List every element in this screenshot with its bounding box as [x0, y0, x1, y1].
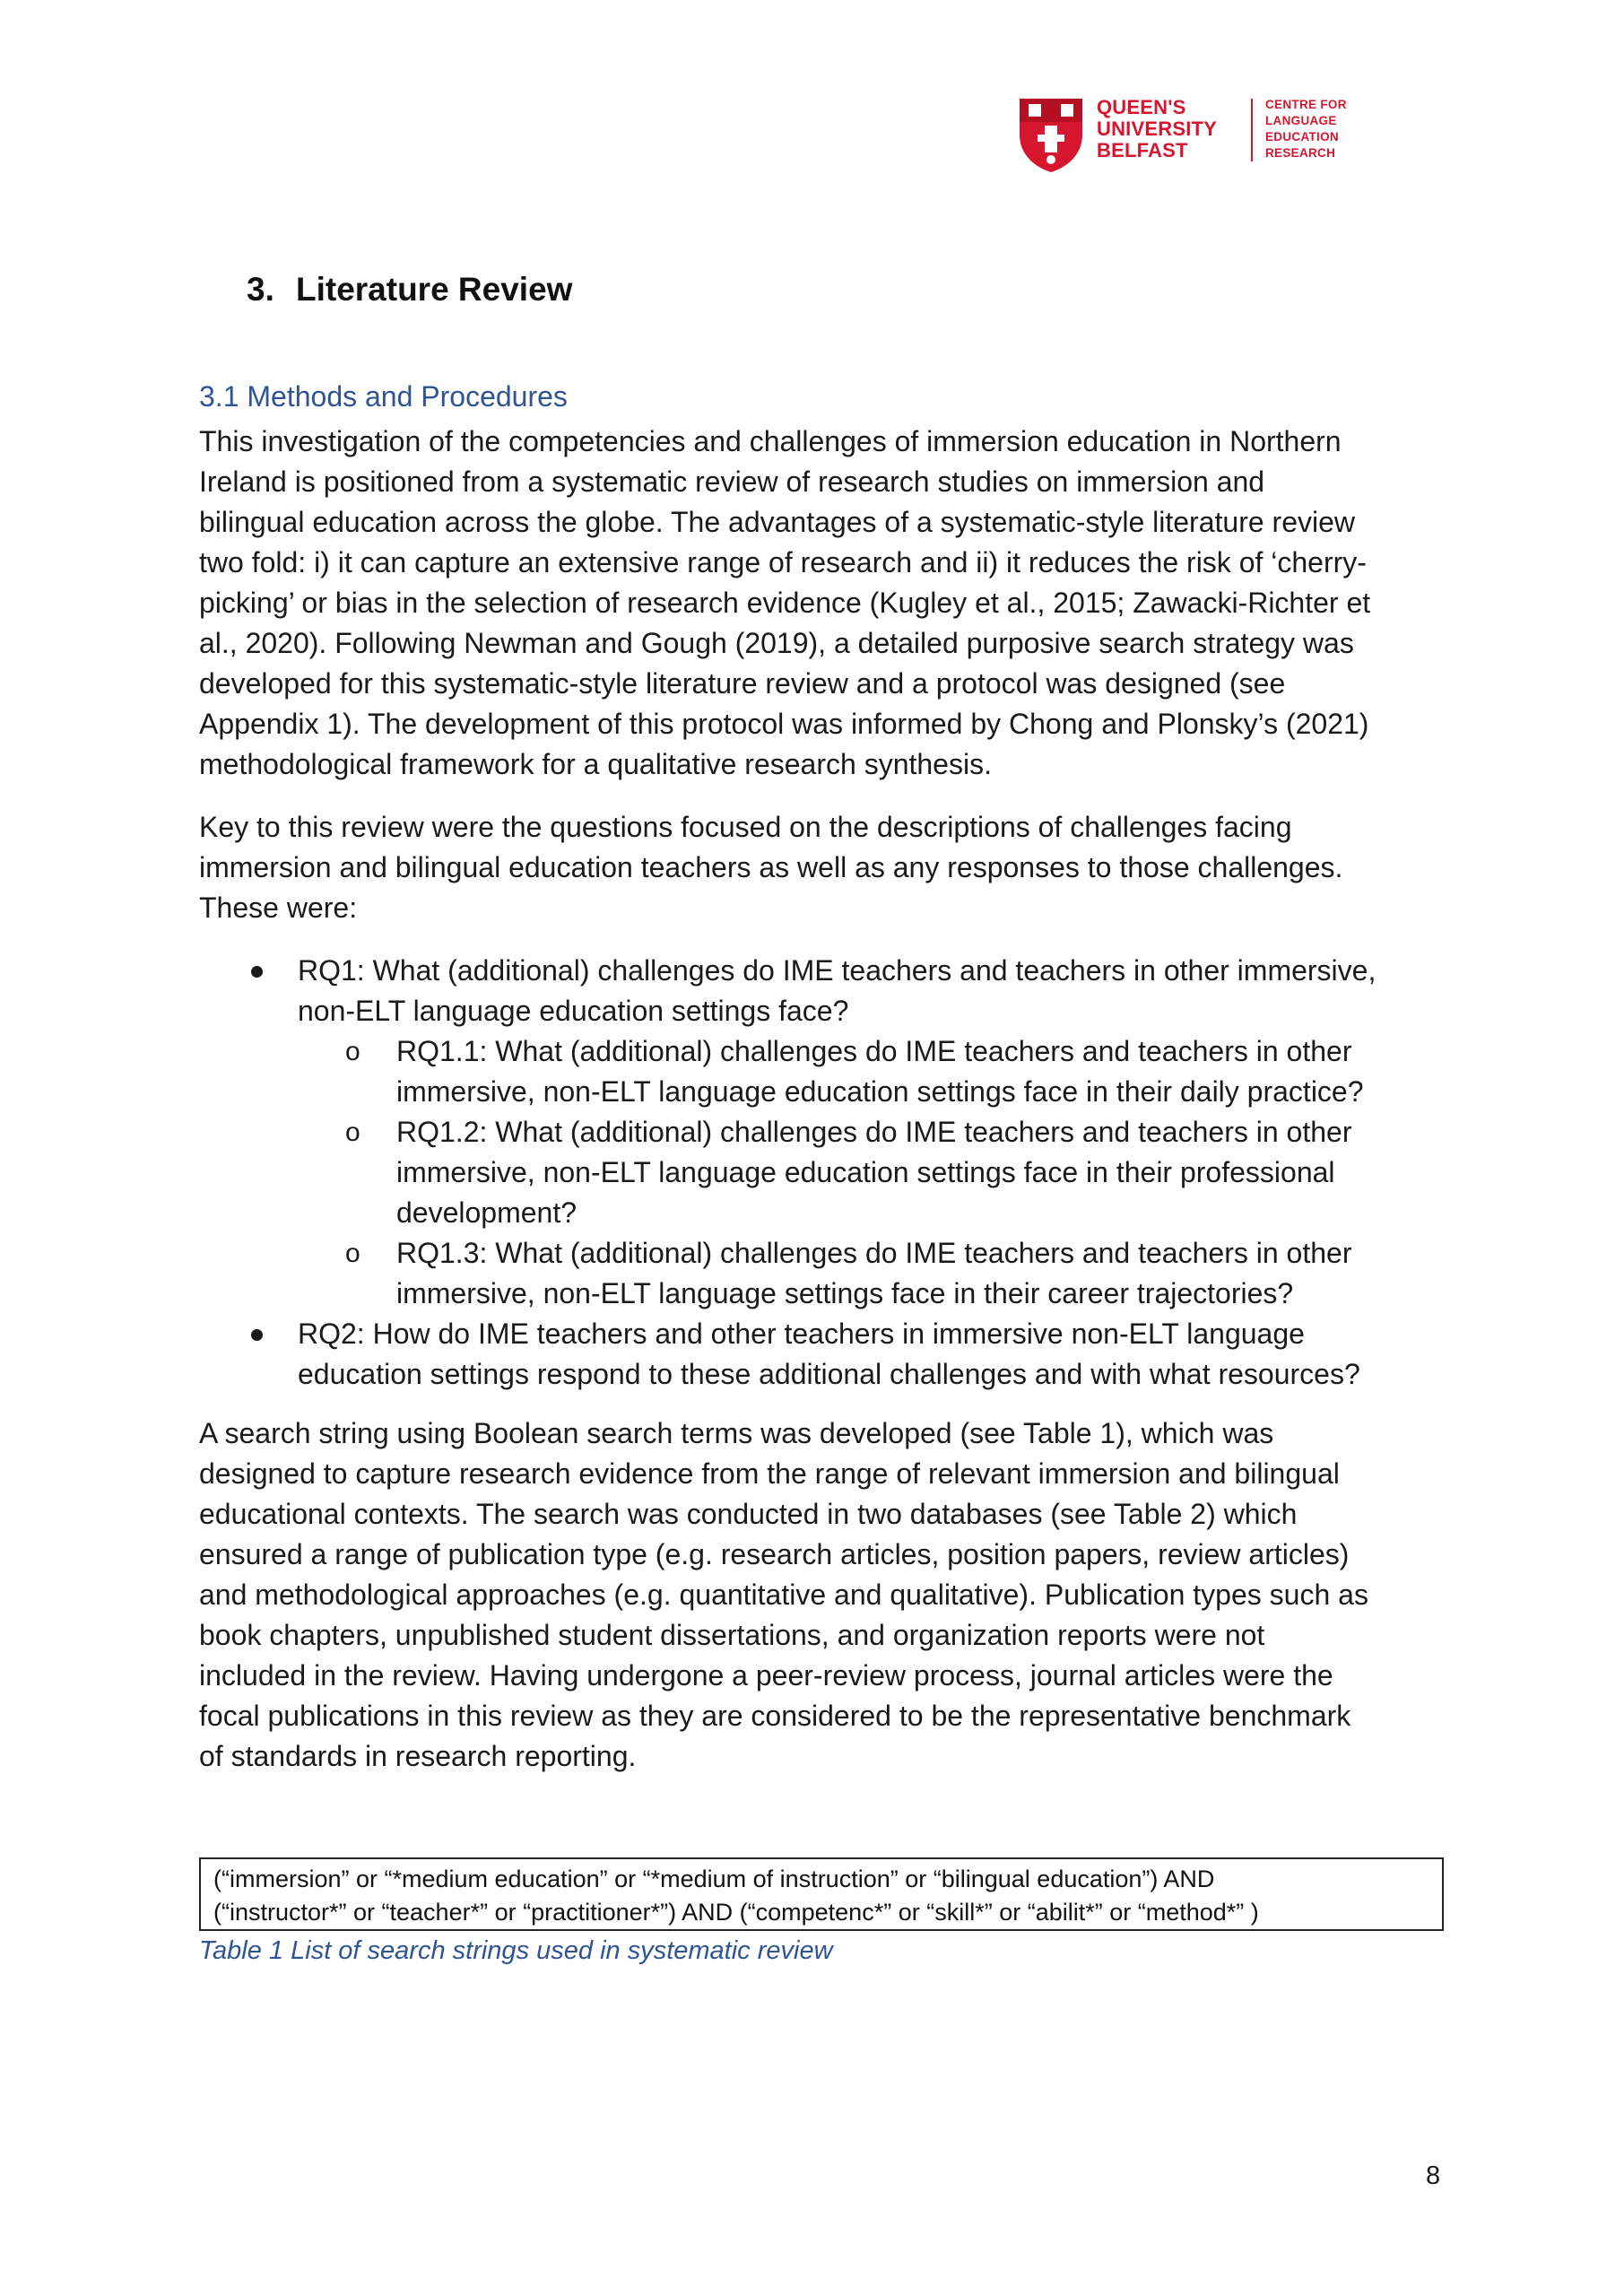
centre-name-line-4: RESEARCH	[1265, 146, 1336, 160]
text-line: education settings respond to these additional challenges and with what resources?	[298, 1358, 1360, 1390]
text-line: ensured a range of publication type (e.g. research articles, position papers, review articles)	[199, 1538, 1350, 1570]
university-crest-icon	[1016, 95, 1086, 174]
text-line: of standards in research reporting.	[199, 1740, 637, 1772]
centre-name	[1265, 97, 1347, 161]
search-string-line: (“immersion” or “*medium education” or “*medium of instruction” or “bilingual education”) AND	[213, 1866, 1215, 1892]
sub-bullet-icon: o	[345, 1118, 360, 1147]
centre-name-line-1: CENTRE FOR	[1265, 98, 1347, 111]
section-number: 3.	[247, 271, 274, 308]
university-name	[1097, 97, 1217, 161]
text-line: developed for this systematic-style literature review and a protocol was designed (see	[199, 667, 1286, 700]
text-line: Ireland is positioned from a systematic review of research studies on immersion and	[199, 465, 1265, 498]
text-line: immersion and bilingual education teachers as well as any responses to those challenges.	[199, 851, 1343, 883]
page-number: 8	[1426, 2161, 1441, 2190]
text-line: immersive, non-ELT language education settings face in their professional	[396, 1156, 1335, 1188]
paragraph-methods	[199, 422, 1455, 785]
text-line: RQ2: How do IME teachers and other teachers in immersive non-ELT language	[298, 1318, 1305, 1350]
paragraph-key-questions	[199, 807, 1455, 928]
sub-bullet-icon: o	[345, 1037, 360, 1066]
text-line: Appendix 1). The development of this protocol was informed by Chong and Plonsky’s (2021)	[199, 708, 1369, 740]
text-line: designed to capture research evidence from the range of relevant immersion and bilingual	[199, 1457, 1340, 1490]
text-line: immersive, non-ELT language settings face in their career trajectories?	[396, 1277, 1294, 1309]
text-line: These were:	[199, 891, 358, 924]
centre-name-line-3: EDUCATION	[1265, 130, 1339, 144]
text-line: bilingual education across the globe. The advantages of a systematic-style literature review	[199, 506, 1355, 538]
list-item-rq1-1	[199, 1031, 1472, 1112]
text-line: A search string using Boolean search terms was developed (see Table 1), which was	[199, 1417, 1274, 1449]
research-questions-list	[199, 951, 1472, 1395]
search-string-table	[199, 1857, 1444, 1931]
text-line: educational contexts. The search was conducted in two databases (see Table 2) which	[199, 1498, 1298, 1530]
text-line: Key to this review were the questions focused on the descriptions of challenges facing	[199, 811, 1292, 843]
university-name-line-3: BELFAST	[1097, 139, 1188, 161]
sub-bullet-icon: o	[345, 1239, 360, 1268]
text-line: picking’ or bias in the selection of research evidence (Kugley et al., 2015; Zawacki-Richter et	[199, 587, 1371, 619]
text-line: and methodological approaches (e.g. quantitative and qualitative). Publication types such as	[199, 1578, 1368, 1611]
text-line: This investigation of the competencies and challenges of immersion education in Northern	[199, 425, 1342, 457]
centre-name-line-2: LANGUAGE	[1265, 114, 1337, 127]
text-line: two fold: i) it can capture an extensive range of research and ii) it reduces the risk of ‘cherry-	[199, 546, 1367, 578]
text-line: methodological framework for a qualitative research synthesis.	[199, 748, 992, 780]
text-line: included in the review. Having undergone a peer-review process, journal articles were the	[199, 1659, 1333, 1692]
section-title: Literature Review	[296, 271, 573, 308]
text-line: development?	[396, 1196, 578, 1229]
queens-university-belfast-logo	[1016, 93, 1357, 176]
subsection-heading: 3.1 Methods and Procedures	[199, 380, 568, 413]
list-item-rq1-2	[199, 1112, 1472, 1233]
text-line: immersive, non-ELT language education settings face in their daily practice?	[396, 1075, 1364, 1108]
university-name-line-1: QUEEN'S	[1097, 96, 1186, 118]
section-heading	[247, 271, 572, 309]
search-string-line: (“instructor*” or “teacher*” or “practitioner*”) AND (“competenc*” or “skill*” or “abilit*” or “method*” )	[213, 1899, 1259, 1926]
text-line: RQ1.1: What (additional) challenges do IME teachers and teachers in other	[396, 1035, 1352, 1067]
list-item-rq1	[199, 951, 1472, 1031]
text-line: RQ1: What (additional) challenges do IME teachers and teachers in other immersive,	[298, 954, 1376, 987]
text-line: book chapters, unpublished student dissertations, and organization reports were not	[199, 1619, 1265, 1651]
text-line: al., 2020). Following Newman and Gough (2019), a detailed purposive search strategy was	[199, 627, 1354, 659]
logo-divider	[1251, 99, 1253, 161]
list-item-rq2	[199, 1314, 1472, 1395]
text-line: non-ELT language education settings face?	[298, 995, 849, 1027]
bullet-icon	[251, 951, 264, 991]
table-cell	[201, 1859, 1442, 1933]
paragraph-search-string	[199, 1413, 1455, 1777]
list-item-rq1-3	[199, 1233, 1472, 1314]
university-name-line-2: UNIVERSITY	[1097, 117, 1218, 140]
table-caption: Table 1 List of search strings used in systematic review	[199, 1936, 833, 1965]
text-line: focal publications in this review as they are considered to be the representative benchmark	[199, 1700, 1351, 1732]
text-line: RQ1.2: What (additional) challenges do IME teachers and teachers in other	[396, 1116, 1352, 1148]
text-line: RQ1.3: What (additional) challenges do IME teachers and teachers in other	[396, 1237, 1352, 1269]
bullet-icon	[251, 1314, 264, 1354]
